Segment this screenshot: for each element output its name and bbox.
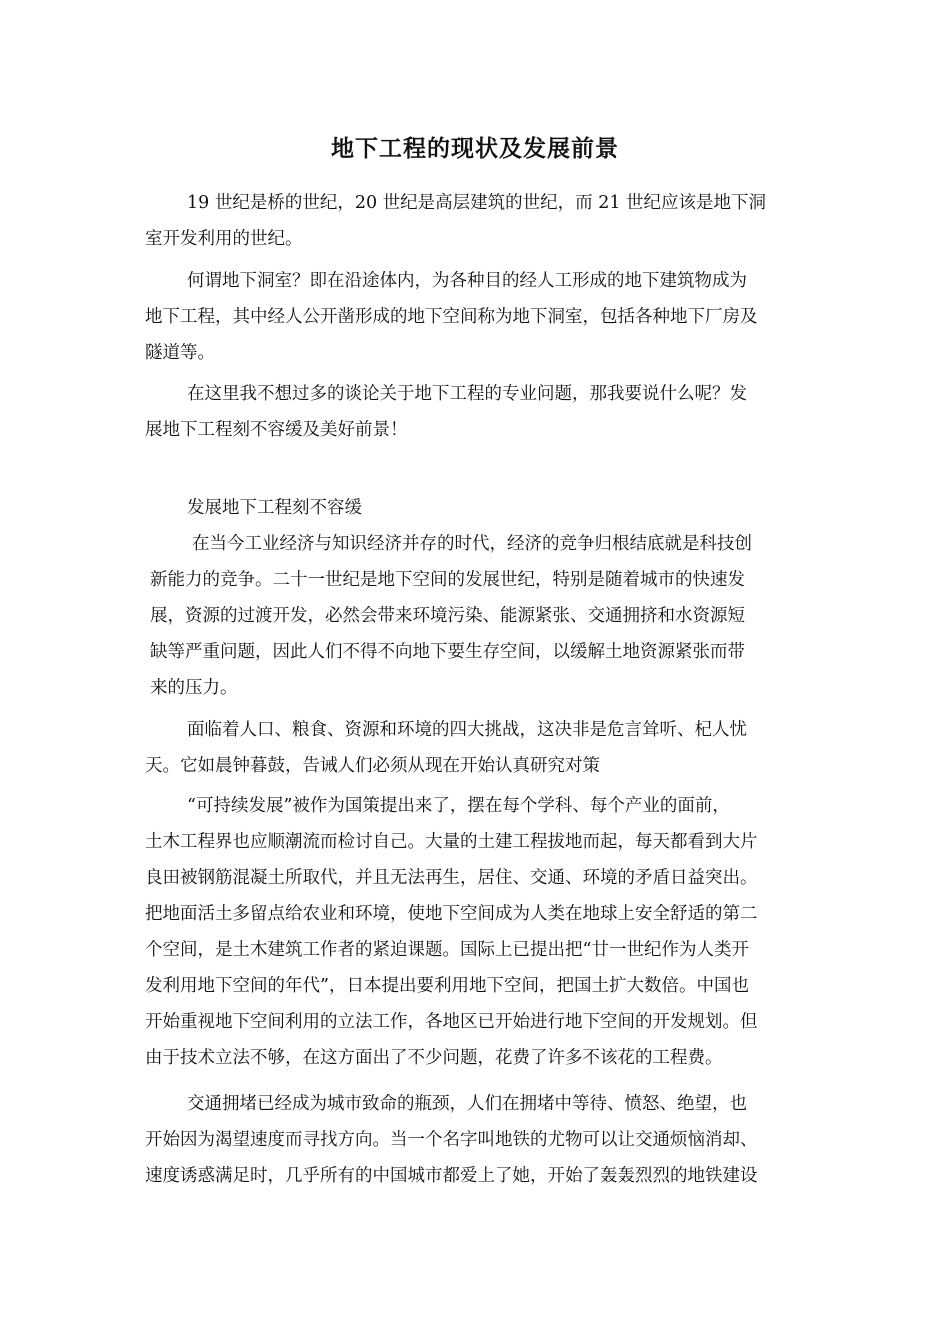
section-heading-text: 发展地下工程刻不容缓 [187,498,362,518]
paragraph-line: 在当今工业经济与知识经济并存的时代，经济的竞争归根结底就是科技创 [192,534,752,554]
paragraph-line: 土木工程界也应顺潮流而检讨自己。大量的土建工程拔地而起，每天都看到大片 [145,832,758,852]
paragraph-line: 何谓地下洞室？即在沿途体内，为各种目的经人工形成的地下建筑物成为 [187,271,747,291]
paragraph-traffic [145,1086,810,1194]
paragraph-challenges [145,712,810,784]
paragraph-line: “可持续发展”被作为国策提出来了，摆在每个学科、每个产业的面前， [187,796,730,816]
paragraph-line: 速度诱惑满足时，几乎所有的中国城市都爱上了她，开始了轰轰烈烈的地铁建设 [145,1166,758,1186]
paragraph-line: 隧道等。 [145,343,215,363]
document-title: 地下工程的现状及发展前景 [331,135,619,162]
section-heading [145,490,810,526]
paragraph-line: 把地面活土多留点给农业和环境，使地下空间成为人类在地球上安全舒适的第二 [145,904,758,924]
paragraph-sustainable [145,788,810,1076]
paragraph-line: 由于技术立法不够，在这方面出了不少问题，花费了许多不该花的工程费。 [145,1048,723,1068]
paragraph-line: 室开发利用的世纪。 [145,229,303,249]
paragraph-line: 展，资源的过渡开发，必然会带来环境污染、能源紧张、交通拥挤和水资源短 [150,606,745,626]
paragraph-line: 发利用地下空间的年代”，日本提出要利用地下空间，把国土扩大数倍。中国也 [145,976,749,996]
paragraph-definition [145,263,810,371]
paragraph-line: 良田被钢筋混凝土所取代，并且无法再生，居住、交通、环境的矛盾日益突出。 [145,868,758,888]
paragraph-competition [150,526,815,706]
paragraph-line: 面临着人口、粮食、资源和环境的四大挑战，这决非是危言耸听、杞人忧 [187,720,747,740]
paragraph-line: 个空间，是土木建筑工作者的紧迫课题。国际上已提出把“廿一世纪作为人类开 [145,940,749,960]
paragraph-line: 天。它如晨钟暮鼓，告诫人们必须从现在开始认真研究对策 [145,756,600,776]
paragraph-line: 交通拥堵已经成为城市致命的瓶颈，人们在拥堵中等待、愤怒、绝望，也 [187,1094,747,1114]
paragraph-line: 缺等严重问题，因此人们不得不向地下要生存空间，以缓解土地资源紧张而带 [150,642,745,662]
paragraph-line: 在这里我不想过多的谈论关于地下工程的专业问题，那我要说什么呢？发 [187,384,747,404]
paragraph-line: 新能力的竞争。二十一世纪是地下空间的发展世纪，特别是随着城市的快速发 [150,570,745,590]
paragraph-line: 开始因为渴望速度而寻找方向。当一个名字叫地铁的尤物可以让交通烦恼消却、 [145,1130,758,1150]
paragraph-line: 来的压力。 [150,678,238,698]
paragraph-line: 地下工程，其中经人公开凿形成的地下空间称为地下洞室，包括各种地下厂房及 [145,307,758,327]
paragraph-purpose [145,376,810,448]
paragraph-line: 展地下工程刻不容缓及美好前景！ [145,420,408,440]
paragraph-line: 19 世纪是桥的世纪，20 世纪是高层建筑的世纪，而 21 世纪应该是地下洞 [187,193,767,213]
paragraph-intro [145,185,810,257]
paragraph-line: 开始重视地下空间利用的立法工作，各地区已开始进行地下空间的开发规划。但 [145,1012,758,1032]
